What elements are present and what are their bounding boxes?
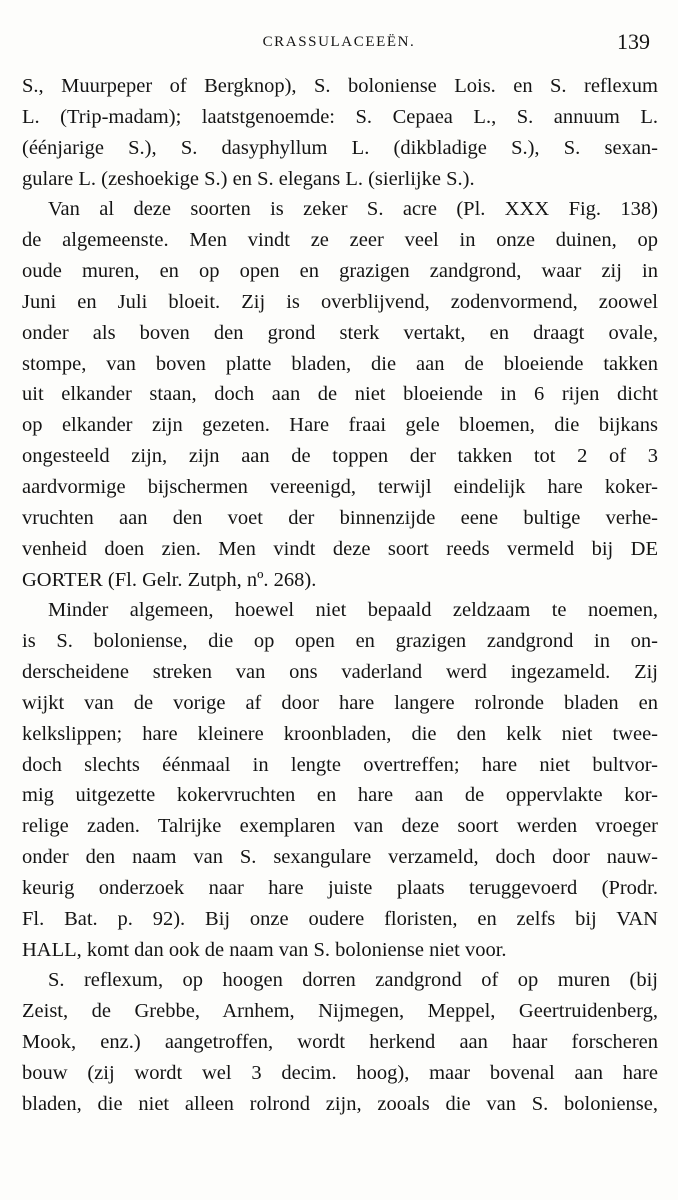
- text-line: S., Muurpeper of Bergknop), S. boloniense Lois. en S. reflexum: [22, 75, 658, 97]
- text-line: kelkslippen; hare kleinere kroonbladen, die den kelk niet twee-: [22, 722, 658, 745]
- text-line: stompe, van boven platte bladen, die aan de bloeiende takken: [22, 352, 658, 375]
- running-title: CRASSULACEEËN.: [262, 34, 416, 50]
- text-line: bouw (zij wordt wel 3 decim. hoog), maar bovenal aan hare: [22, 1062, 658, 1084]
- text-line: S. reflexum, op hoogen dorren zandgrond of op muren (bij: [48, 969, 658, 992]
- running-head: [22, 26, 656, 58]
- text-line: gulare L. (zeshoekige S.) en S. elegans L. (sierlijke S.).: [22, 167, 475, 190]
- text-line: Fl. Bat. p. 92). Bij onze oudere floristen, en zelfs bij VAN: [22, 907, 658, 930]
- text-line: de algemeenste. Men vindt ze zeer veel in onze duinen, op: [22, 229, 658, 252]
- text-line: Minder algemeen, hoewel niet bepaald zeldzaam te noemen,: [48, 599, 658, 622]
- text-line: mig uitgezette kokervruchten en hare aan de oppervlakte kor-: [22, 784, 658, 807]
- text-line: keurig onderzoek naar hare juiste plaats teruggevoerd (Prodr.: [22, 876, 658, 899]
- text-line: uit elkander staan, doch aan de niet bloeiende in 6 rijen dicht: [22, 383, 658, 406]
- text-line: wijkt van de vorige af door hare langere rolronde bladen en: [22, 691, 658, 714]
- text-line: Van al deze soorten is zeker S. acre (Pl. XXX Fig. 138): [48, 198, 658, 221]
- text-line: (éénjarige S.), S. dasyphyllum L. (dikbladige S.), S. sexan-: [22, 136, 658, 159]
- text-line: Juni en Juli bloeit. Zij is overblijvend, zodenvormend, zoowel: [22, 290, 658, 313]
- text-line: venheid doen zien. Men vindt deze soort reeds vermeld bij DE: [22, 537, 658, 560]
- text-line: aardvormige bijschermen vereenigd, terwijl eindelijk hare koker-: [22, 475, 658, 498]
- text-line: doch slechts éénmaal in lengte overtreffen; hare niet bultvor-: [22, 753, 658, 776]
- page-number: 139: [617, 29, 650, 54]
- text-line: L. (Trip-madam); laatstgenoemde: S. Cepaea L., S. annuum L.: [22, 105, 658, 128]
- text-line: relige zaden. Talrijke exemplaren van deze soort werden vroeger: [22, 815, 658, 838]
- text-line: is S. boloniense, die op open en grazigen zandgrond in on-: [22, 630, 658, 653]
- text-line: op elkander zijn gezeten. Hare fraai gele bloemen, die bijkans: [22, 414, 658, 437]
- text-line: oude muren, en op open en grazigen zandgrond, waar zij in: [22, 260, 658, 283]
- text-line: onder den naam van S. sexangulare verzameld, doch door nauw-: [22, 846, 658, 869]
- text-line: Zeist, de Grebbe, Arnhem, Nijmegen, Meppel, Geertruidenberg,: [22, 1000, 658, 1023]
- text-line: onder als boven den grond sterk vertakt, en draagt ovale,: [22, 321, 658, 344]
- text-line: bladen, die niet alleen rolrond zijn, zooals die van S. boloniense,: [22, 1092, 658, 1115]
- text-line: vruchten aan den voet der binnenzijde eene bultige verhe-: [22, 506, 658, 529]
- text-line: GORTER (Fl. Gelr. Zutph, nº. 268).: [22, 568, 317, 591]
- text-line: HALL, komt dan ook de naam van S. boloniense niet voor.: [22, 938, 507, 961]
- body-text: [22, 71, 658, 1120]
- text-line: derscheidene streken van ons vaderland werd ingezameld. Zij: [22, 661, 658, 684]
- text-line: ongesteeld zijn, zijn aan de toppen der takken tot 2 of 3: [22, 445, 658, 468]
- text-line: Mook, enz.) aangetroffen, wordt herkend aan haar forscheren: [22, 1031, 658, 1054]
